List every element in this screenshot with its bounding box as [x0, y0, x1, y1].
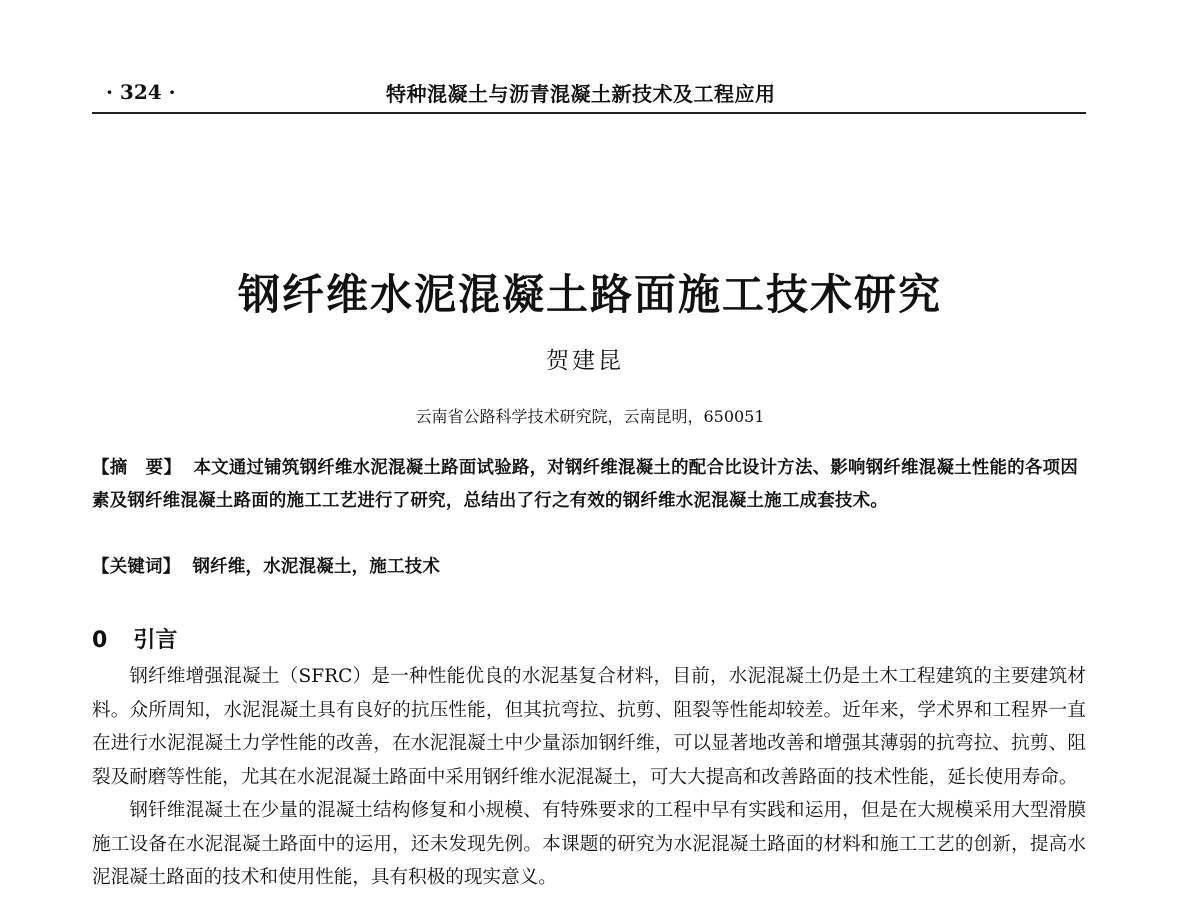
article-title: 钢纤维水泥混凝土路面施工技术研究	[237, 270, 942, 319]
body-paragraph: 钢纤维增强混凝土（SFRC）是一种性能优良的水泥基复合材料，目前，水泥混凝土仍是土木工程建筑的主要建筑材料。众所周知，水泥混凝土具有良好的抗压性能，但其抗弯拉、抗剪、阻裂等性能却较差。近年来，学术界和工程界一直在进行水泥混凝土力学性能的改善，在水泥混凝土中少量添加钢纤维，可以显著地改善和增强其薄弱的抗弯拉、抗剪、阻裂及耐磨等性能，尤其在水泥混凝土路面中采用钢纤维水泥混凝土，可大大提高和改善路面的技术性能，延长使用寿命。	[92, 666, 1086, 788]
page-number: · 324 ·	[106, 80, 176, 104]
author-affiliation: 云南省公路科学技术研究院，云南昆明，650051	[415, 407, 765, 426]
keywords	[92, 551, 1086, 584]
keywords-label: 【关键词】	[92, 557, 181, 577]
section-heading	[92, 623, 177, 654]
body-paragraph: 钢钎维混凝土在少量的混凝土结构修复和小规模、有特殊要求的工程中早有实践和运用，但是在大规模采用大型滑膜施工设备在水泥混凝土路面中的运用，还未发现先例。本课题的研究为水泥混凝土路面的材料和施工工艺的创新，提高水泥混凝土路面的技术和使用性能，具有积极的现实意义。	[92, 800, 1086, 888]
header-rule	[92, 112, 1086, 114]
abstract-text: 本文通过铺筑钢纤维水泥混凝土路面试验路，对钢纤维混凝土的配合比设计方法、影响钢纤维混凝土性能的各项因素及钢纤维混凝土路面的施工工艺进行了研究，总结出了行之有效的钢纤维水泥混凝土施工成套技术。	[92, 458, 1079, 511]
section-number: 0	[92, 628, 108, 653]
running-header: 特种混凝土与沥青混凝土新技术及工程应用	[386, 82, 776, 106]
abstract	[92, 452, 1086, 518]
abstract-label: 【摘 要】	[92, 458, 182, 478]
keywords-text: 钢纤维，水泥混凝土，施工技术	[192, 557, 441, 577]
body-text	[92, 660, 1086, 895]
section-title: 引言	[133, 628, 178, 653]
article-author: 贺建昆	[546, 348, 624, 374]
